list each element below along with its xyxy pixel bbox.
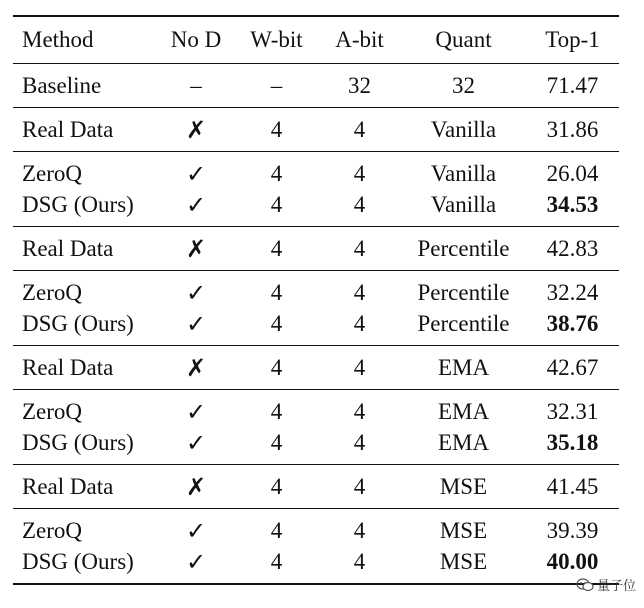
cell-quant: Vanilla [430, 160, 497, 186]
checkmark-icon: ✓ [185, 397, 207, 426]
cell-method: Real Data [22, 354, 114, 380]
cell-a-bit: 4 [353, 160, 366, 186]
table-row [13, 64, 619, 108]
cell-w-bit: 4 [270, 191, 283, 217]
cell-quant: 32 [452, 72, 475, 98]
cell-w-bit: 4 [270, 473, 283, 499]
cell-quant: MSE [439, 473, 488, 499]
cell-top-1: 40.00 [546, 548, 599, 574]
cell-a-bit: 4 [353, 310, 366, 336]
cell-top-1: 32.24 [546, 279, 599, 305]
header-no-d: No D [157, 16, 235, 64]
checkmark-icon: ✓ [185, 159, 207, 188]
cross-icon: ✗ [185, 234, 207, 263]
row-group [13, 465, 619, 509]
cell-quant: Percentile [417, 310, 510, 336]
cell-quant: MSE [439, 548, 488, 574]
row-group [13, 64, 619, 108]
cross-icon: ✗ [185, 115, 207, 144]
cell-method: DSG (Ours) [22, 310, 134, 336]
row-group [13, 108, 619, 152]
cell-quant: MSE [439, 517, 488, 543]
cell-top-1: 42.67 [546, 354, 599, 380]
header-a-bit: A-bit [318, 16, 401, 64]
cell-method: DSG (Ours) [22, 548, 134, 574]
header-w-bit: W-bit [235, 16, 318, 64]
table-row [13, 509, 619, 547]
cross-icon: ✗ [185, 472, 207, 501]
cell-quant: Vanilla [430, 191, 497, 217]
cell-w-bit: 4 [270, 310, 283, 336]
cell-a-bit: 4 [353, 429, 366, 455]
cell-w-bit: 4 [270, 160, 283, 186]
watermark-text: 量子位 [596, 579, 636, 594]
header-row [13, 16, 619, 64]
cell-a-bit: 4 [353, 548, 366, 574]
cell-method: Real Data [22, 235, 114, 261]
cell-method: Real Data [22, 473, 114, 499]
cell-quant: Vanilla [430, 116, 497, 142]
cell-w-bit: 4 [270, 354, 283, 380]
table-header [13, 16, 619, 64]
cell-method: ZeroQ [22, 398, 83, 424]
table-row [13, 346, 619, 390]
cell-top-1: 38.76 [546, 310, 599, 336]
results-table-container [13, 15, 619, 585]
cell-a-bit: 4 [353, 116, 366, 142]
row-group [13, 271, 619, 346]
checkmark-icon: ✓ [185, 190, 207, 219]
cell-method: DSG (Ours) [22, 429, 134, 455]
table-row [13, 108, 619, 152]
cell-top-1: 32.31 [546, 398, 599, 424]
cell-w-bit: 4 [270, 279, 283, 305]
table-row [13, 152, 619, 190]
cell-a-bit: 4 [353, 191, 366, 217]
header-quant: Quant [401, 16, 526, 64]
cell-no-d: – [190, 72, 202, 98]
table-row [13, 227, 619, 271]
cell-w-bit: 4 [270, 398, 283, 424]
cell-w-bit: 4 [270, 517, 283, 543]
cell-method: ZeroQ [22, 160, 83, 186]
cell-top-1: 39.39 [546, 517, 599, 543]
cell-quant: Percentile [417, 235, 510, 261]
cell-method: Baseline [22, 72, 102, 98]
cell-top-1: 42.83 [546, 235, 599, 261]
cell-method: ZeroQ [22, 279, 83, 305]
cell-top-1: 71.47 [546, 72, 599, 98]
table-row [13, 308, 619, 346]
cell-quant: Percentile [417, 279, 510, 305]
table-row [13, 390, 619, 428]
cell-w-bit: 4 [270, 429, 283, 455]
table-row [13, 271, 619, 309]
checkmark-icon: ✓ [185, 516, 207, 545]
cell-w-bit: 4 [270, 548, 283, 574]
cell-top-1: 34.53 [546, 191, 599, 217]
cell-method: ZeroQ [22, 517, 83, 543]
cell-quant: EMA [437, 429, 490, 455]
checkmark-icon: ✓ [185, 547, 207, 576]
row-group [13, 346, 619, 390]
table-row [13, 427, 619, 465]
checkmark-icon: ✓ [185, 428, 207, 457]
cell-method: Real Data [22, 116, 114, 142]
cell-w-bit: 4 [270, 235, 283, 261]
cross-icon: ✗ [185, 353, 207, 382]
header-top-1: Top-1 [526, 16, 619, 64]
row-group [13, 390, 619, 465]
header-method: Method [13, 16, 157, 64]
wechat-logo-icon [576, 578, 594, 592]
cell-a-bit: 32 [348, 72, 371, 98]
cell-a-bit: 4 [353, 235, 366, 261]
cell-a-bit: 4 [353, 354, 366, 380]
cell-a-bit: 4 [353, 398, 366, 424]
row-group [13, 509, 619, 585]
cell-top-1: 41.45 [546, 473, 599, 499]
cell-w-bit: 4 [270, 116, 283, 142]
checkmark-icon: ✓ [185, 309, 207, 338]
row-group [13, 152, 619, 227]
table-row [13, 465, 619, 509]
table-row [13, 189, 619, 227]
cell-a-bit: 4 [353, 517, 366, 543]
cell-a-bit: 4 [353, 473, 366, 499]
cell-top-1: 26.04 [546, 160, 599, 186]
cell-quant: EMA [437, 354, 490, 380]
cell-a-bit: 4 [353, 279, 366, 305]
cell-top-1: 31.86 [546, 116, 599, 142]
row-group [13, 227, 619, 271]
results-table [13, 15, 619, 585]
cell-top-1: 35.18 [546, 429, 599, 455]
cell-w-bit: – [270, 72, 283, 98]
table-row [13, 546, 619, 584]
checkmark-icon: ✓ [185, 278, 207, 307]
watermark [576, 575, 636, 594]
cell-method: DSG (Ours) [22, 191, 134, 217]
cell-quant: EMA [437, 398, 490, 424]
